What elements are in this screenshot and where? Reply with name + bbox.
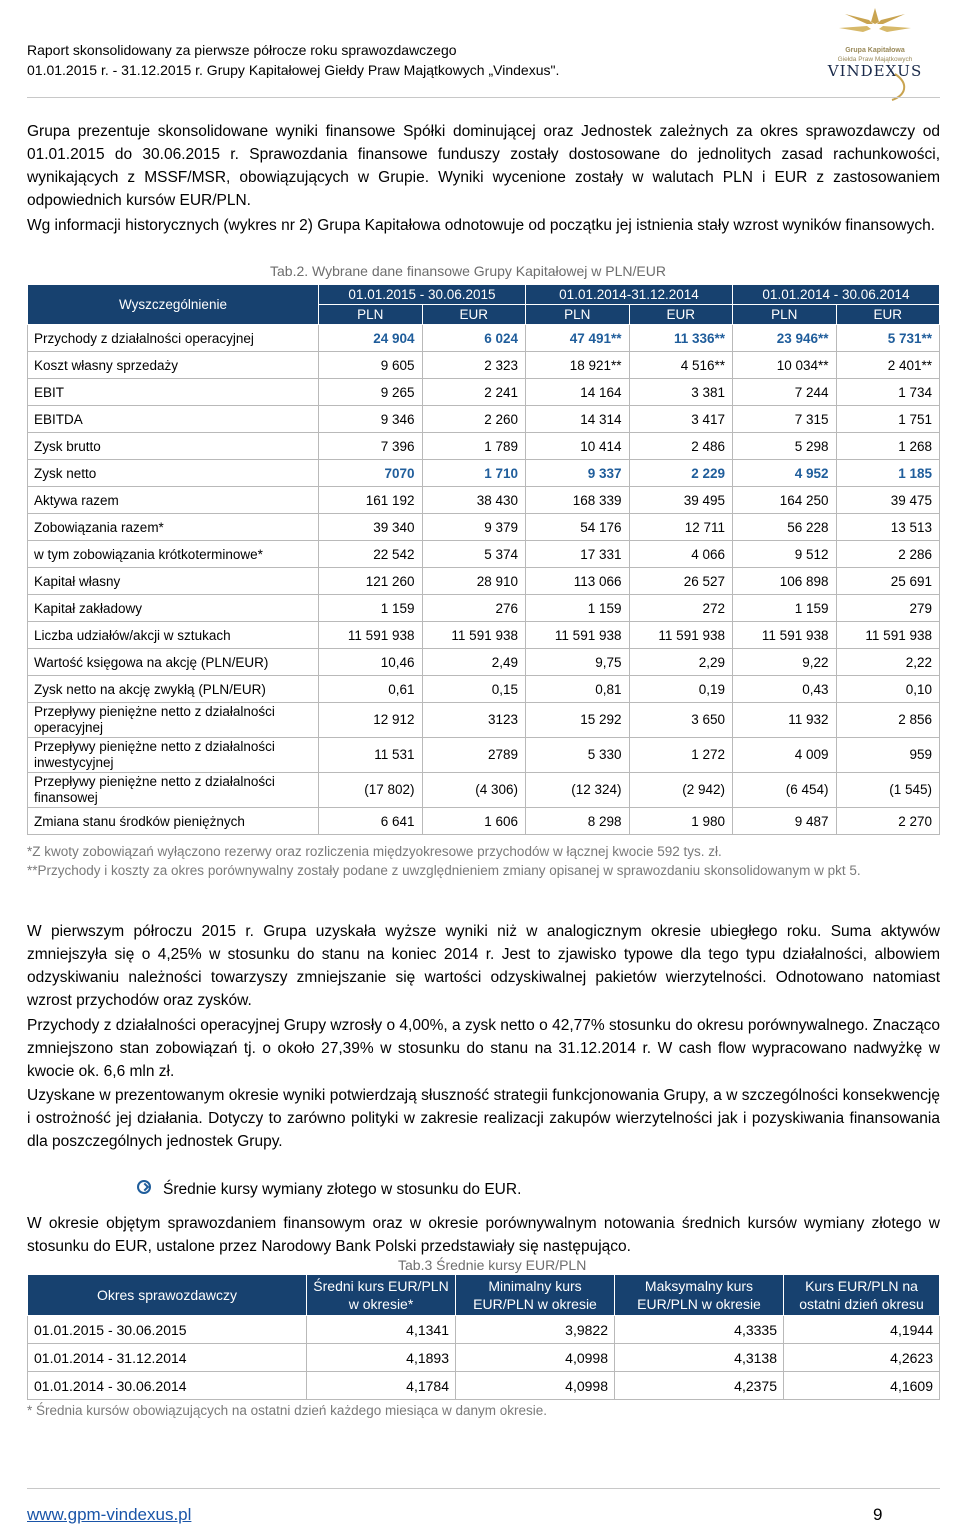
cell-value: 10,46 xyxy=(319,649,423,676)
table-row xyxy=(28,676,940,703)
rate-cell: 4,1341 xyxy=(307,1316,456,1344)
intro-paragraph-2: Wg informacji historycznych (wykres nr 2) Grupa Kapitałowa odnotowuje od początku jej istnienia stały wzrost wyników finansowych. xyxy=(27,217,935,234)
cell-value: 11 591 938 xyxy=(836,622,940,649)
cell-value: 3 417 xyxy=(629,406,733,433)
cell-value: 1 185 xyxy=(836,460,940,487)
table1-note-2: **Przychody i koszty za okres porównywalny zostały podane z uwzględnieniem zmiany opisanej w sprawozdaniu skonsolidowanym w pkt 5. xyxy=(27,863,861,878)
cell-value: 11 591 938 xyxy=(629,622,733,649)
row-label: Wartość księgowa na akcję (PLN/EUR) xyxy=(28,649,319,676)
logo-line-1: Grupa Kapitałowa xyxy=(845,47,905,54)
table1-caption: Tab.2. Wybrane dane finansowe Grupy Kapitałowej w PLN/EUR xyxy=(270,263,666,279)
table-row xyxy=(28,1372,940,1400)
row-label: Kapitał własny xyxy=(28,568,319,595)
arrow-circle-icon xyxy=(137,1180,151,1194)
cell-value: 5 330 xyxy=(526,738,630,773)
financial-data-table xyxy=(27,284,940,835)
cell-value: 39 340 xyxy=(319,514,423,541)
cell-value: 2,29 xyxy=(629,649,733,676)
cell-value: 168 339 xyxy=(526,487,630,514)
footer-divider xyxy=(27,1488,940,1489)
cell-value: 121 260 xyxy=(319,568,423,595)
cell-value: 9 512 xyxy=(733,541,837,568)
rate-cell: 4,1784 xyxy=(307,1372,456,1400)
cell-value: 9 265 xyxy=(319,379,423,406)
header-title: Raport skonsolidowany za pierwsze półrocze roku sprawozdawczego xyxy=(27,42,457,58)
row-label: Przepływy pieniężne netto z działalności inwestycyjnej xyxy=(28,738,319,773)
cell-value: 4 952 xyxy=(733,460,837,487)
period-header-1: 01.01.2015 - 30.06.2015 xyxy=(319,285,526,305)
cell-value: 26 527 xyxy=(629,568,733,595)
cell-value: 0,43 xyxy=(733,676,837,703)
cell-value: 1 159 xyxy=(319,595,423,622)
table-row xyxy=(28,460,940,487)
cell-value: 12 711 xyxy=(629,514,733,541)
cell-value: 8 298 xyxy=(526,808,630,835)
table-row xyxy=(28,649,940,676)
cell-value: 1 272 xyxy=(629,738,733,773)
cell-value: 5 374 xyxy=(422,541,526,568)
cell-value: 3 650 xyxy=(629,703,733,738)
cell-value: 3 381 xyxy=(629,379,733,406)
cell-value: 2 856 xyxy=(836,703,940,738)
cell-value: 1 751 xyxy=(836,406,940,433)
vindexus-logo xyxy=(800,6,950,101)
cell-value: 28 910 xyxy=(422,568,526,595)
cell-value: 6 641 xyxy=(319,808,423,835)
cell-value: 2,49 xyxy=(422,649,526,676)
cell-value: 7070 xyxy=(319,460,423,487)
table-row xyxy=(28,1316,940,1344)
row-label: Liczba udziałów/akcji w sztukach xyxy=(28,622,319,649)
cell-value: (12 324) xyxy=(526,773,630,808)
table-row xyxy=(28,595,940,622)
table-row xyxy=(28,1344,940,1372)
period-cell: 01.01.2014 - 31.12.2014 xyxy=(28,1344,307,1372)
summary-paragraph-1: W pierwszym półroczu 2015 r. Grupa uzyskała wyższe wyniki niż w analogicznym okresie ubiegłego roku. Suma aktywów zmniejszyła się o 4,25% w stosunku do stanu na koniec 2014 r. Jest to zjawisko typowe dla tego typu działalności, albowiem odzyskiwaniu należności towarzyszy zmniejszanie się wartości odzyskiwalnej pakietów wierzytelności. Odnotowano natomiast wzrost przychodów oraz zysków. xyxy=(27,923,940,1009)
page-number: 9 xyxy=(873,1505,883,1524)
cell-value: 11 932 xyxy=(733,703,837,738)
cell-value: 5 298 xyxy=(733,433,837,460)
cell-value: 106 898 xyxy=(733,568,837,595)
website-link[interactable]: www.gpm-vindexus.pl xyxy=(27,1505,192,1524)
table-row xyxy=(28,738,940,773)
table-row xyxy=(28,568,940,595)
summary-paragraph-3: Uzyskane w prezentowanym okresie wyniki potwierdzają słuszność strategii funkcjonowania Grupy, a w szczególności konsekwencję i ostrożność jej działania. Dotyczy to zarówno polityki w zakresie realizacji zakupów wierzytelności jak i pozyskiwania finansowania dla poszczególnych jednostek Grupy. xyxy=(27,1087,940,1150)
table-row xyxy=(28,325,940,352)
cell-value: 39 475 xyxy=(836,487,940,514)
rate-cell: 4,1944 xyxy=(784,1316,940,1344)
row-label: Zysk netto xyxy=(28,460,319,487)
row-label: Koszt własny sprzedaży xyxy=(28,352,319,379)
cell-value: 279 xyxy=(836,595,940,622)
rate-cell: 4,2375 xyxy=(615,1372,784,1400)
cell-value: 56 228 xyxy=(733,514,837,541)
cell-value: 6 024 xyxy=(422,325,526,352)
currency-header: EUR xyxy=(836,305,940,325)
cell-value: 2,22 xyxy=(836,649,940,676)
cell-value: 0,10 xyxy=(836,676,940,703)
period-cell: 01.01.2014 - 30.06.2014 xyxy=(28,1372,307,1400)
cell-value: 24 904 xyxy=(319,325,423,352)
cell-value: 9 487 xyxy=(733,808,837,835)
table2-caption: Tab.3 Średnie kursy EUR/PLN xyxy=(398,1257,587,1273)
rates-header: Maksymalny kurs EUR/PLN w okresie xyxy=(615,1275,784,1316)
cell-value: 25 691 xyxy=(836,568,940,595)
table-row xyxy=(28,541,940,568)
cell-value: 5 731** xyxy=(836,325,940,352)
row-label: Zobowiązania razem* xyxy=(28,514,319,541)
header-divider xyxy=(27,97,940,98)
row-label: Przepływy pieniężne netto z działalności operacyjnej xyxy=(28,703,319,738)
cell-value: 10 034** xyxy=(733,352,837,379)
cell-value: 1 159 xyxy=(526,595,630,622)
currency-header: EUR xyxy=(422,305,526,325)
table-row xyxy=(28,703,940,738)
row-label: EBIT xyxy=(28,379,319,406)
cell-value: (1 545) xyxy=(836,773,940,808)
cell-value: 9 605 xyxy=(319,352,423,379)
cell-value: 14 314 xyxy=(526,406,630,433)
cell-value: 9,75 xyxy=(526,649,630,676)
rate-cell: 4,0998 xyxy=(456,1344,615,1372)
cell-value: 959 xyxy=(836,738,940,773)
row-label: Zysk netto na akcję zwykłą (PLN/EUR) xyxy=(28,676,319,703)
report-header xyxy=(27,40,787,80)
cell-value: 9 337 xyxy=(526,460,630,487)
cell-value: 7 315 xyxy=(733,406,837,433)
table-row xyxy=(28,514,940,541)
row-label: Kapitał zakładowy xyxy=(28,595,319,622)
cell-value: 13 513 xyxy=(836,514,940,541)
exchange-rates-table xyxy=(27,1274,940,1400)
cell-value: 9 346 xyxy=(319,406,423,433)
cell-value: 1 710 xyxy=(422,460,526,487)
cell-value: 17 331 xyxy=(526,541,630,568)
cell-value: 4 009 xyxy=(733,738,837,773)
table-row xyxy=(28,487,940,514)
cell-value: 2 486 xyxy=(629,433,733,460)
currency-header: PLN xyxy=(526,305,630,325)
cell-value: 0,61 xyxy=(319,676,423,703)
cell-value: 15 292 xyxy=(526,703,630,738)
cell-value: 2 270 xyxy=(836,808,940,835)
cell-value: 11 591 938 xyxy=(422,622,526,649)
section-paragraph: W okresie objętym sprawozdaniem finansowym oraz w okresie porównywalnym notowania średnich kursów wymiany złotego w stosunku do EUR, ustalone przez Narodowy Bank Polski przedstawiały się następująco. xyxy=(27,1215,940,1255)
cell-value: 18 921** xyxy=(526,352,630,379)
rates-header: Minimalny kurs EUR/PLN w okresie xyxy=(456,1275,615,1316)
rate-cell: 4,3138 xyxy=(615,1344,784,1372)
cell-value: 39 495 xyxy=(629,487,733,514)
cell-value: 54 176 xyxy=(526,514,630,541)
cell-value: 272 xyxy=(629,595,733,622)
cell-value: 4 066 xyxy=(629,541,733,568)
cell-value: 22 542 xyxy=(319,541,423,568)
cell-value: 1 980 xyxy=(629,808,733,835)
cell-value: 1 268 xyxy=(836,433,940,460)
cell-value: 2 229 xyxy=(629,460,733,487)
header-description: Wyszczególnienie xyxy=(28,285,319,325)
table-row xyxy=(28,808,940,835)
cell-value: 11 591 938 xyxy=(319,622,423,649)
row-label: Zmiana stanu środków pieniężnych xyxy=(28,808,319,835)
row-label: w tym zobowiązania krótkoterminowe* xyxy=(28,541,319,568)
row-label: Aktywa razem xyxy=(28,487,319,514)
cell-value: 7 396 xyxy=(319,433,423,460)
cell-value: 1 734 xyxy=(836,379,940,406)
cell-value: (17 802) xyxy=(319,773,423,808)
table-row xyxy=(28,622,940,649)
currency-header: EUR xyxy=(629,305,733,325)
table-row xyxy=(28,433,940,460)
cell-value: 38 430 xyxy=(422,487,526,514)
rate-cell: 4,2623 xyxy=(784,1344,940,1372)
cell-value: 10 414 xyxy=(526,433,630,460)
cell-value: 9 379 xyxy=(422,514,526,541)
currency-header: PLN xyxy=(319,305,423,325)
cell-value: 2 260 xyxy=(422,406,526,433)
cell-value: 0,81 xyxy=(526,676,630,703)
table2-note: * Średnia kursów obowiązujących na ostatni dzień każdego miesiąca w danym okresie. xyxy=(27,1403,548,1418)
cell-value: (4 306) xyxy=(422,773,526,808)
cell-value: 164 250 xyxy=(733,487,837,514)
cell-value: 7 244 xyxy=(733,379,837,406)
logo-line-2: Giełda Praw Majątkowych xyxy=(837,56,913,63)
cell-value: 276 xyxy=(422,595,526,622)
cell-value: 12 912 xyxy=(319,703,423,738)
table-row xyxy=(28,406,940,433)
table-row xyxy=(28,379,940,406)
currency-header: PLN xyxy=(733,305,837,325)
cell-value: (2 942) xyxy=(629,773,733,808)
cell-value: 2789 xyxy=(422,738,526,773)
table1-note-1: *Z kwoty zobowiązań wyłączono rezerwy oraz rozliczenia międzyokresowe przychodów w łącznej kwocie 592 tys. zł. xyxy=(27,844,722,859)
cell-value: 23 946** xyxy=(733,325,837,352)
cell-value: 0,19 xyxy=(629,676,733,703)
cell-value: 11 531 xyxy=(319,738,423,773)
section-heading: Średnie kursy wymiany złotego w stosunku do EUR. xyxy=(163,1181,522,1198)
cell-value: 11 336** xyxy=(629,325,733,352)
rate-cell: 4,3335 xyxy=(615,1316,784,1344)
cell-value: 2 286 xyxy=(836,541,940,568)
row-label: Przepływy pieniężne netto z działalności finansowej xyxy=(28,773,319,808)
period-header-3: 01.01.2014 - 30.06.2014 xyxy=(733,285,940,305)
summary-paragraph-2: Przychody z działalności operacyjnej Grupy wzrosły o 4,00%, a zysk netto o 42,77% stosunku do okresu porównywalnego. Znacząco zmniejszono stan zobowiązań tj. o około 27,39% w stosunku do stanu na 31.12.2014 r. W cash flow wypracowano nadwyżkę w kwocie ok. 6,6 mln zł. xyxy=(27,1017,940,1080)
cell-value: (6 454) xyxy=(733,773,837,808)
rates-header: Kurs EUR/PLN na ostatni dzień okresu xyxy=(784,1275,940,1316)
cell-value: 0,15 xyxy=(422,676,526,703)
intro-paragraph-1: Grupa prezentuje skonsolidowane wyniki finansowe Spółki dominującej oraz Jednostek zależnych za okres sprawozdawczy od 01.01.2015 do 30.06.2015 r. Sprawozdania finansowe funduszy zostały dostosowane do jednolitych zasad rachunkowości, wynikających z MSSF/MSR, obowiązujących w Grupie. Wyniki wycenione zostały w walutach PLN i EUR z zastosowaniem odpowiednich kursów EUR/PLN. xyxy=(27,123,940,209)
cell-value: 1 606 xyxy=(422,808,526,835)
period-header-2: 01.01.2014-31.12.2014 xyxy=(526,285,733,305)
rates-header: Średni kurs EUR/PLN w okresie* xyxy=(307,1275,456,1316)
rate-cell: 3,9822 xyxy=(456,1316,615,1344)
cell-value: 1 789 xyxy=(422,433,526,460)
cell-value: 1 159 xyxy=(733,595,837,622)
cell-value: 9,22 xyxy=(733,649,837,676)
cell-value: 4 516** xyxy=(629,352,733,379)
cell-value: 2 323 xyxy=(422,352,526,379)
row-label: EBITDA xyxy=(28,406,319,433)
cell-value: 2 401** xyxy=(836,352,940,379)
rate-cell: 4,0998 xyxy=(456,1372,615,1400)
rate-cell: 4,1893 xyxy=(307,1344,456,1372)
row-label: Zysk brutto xyxy=(28,433,319,460)
period-cell: 01.01.2015 - 30.06.2015 xyxy=(28,1316,307,1344)
logo-word: VINDEXUS xyxy=(827,62,923,80)
table-row xyxy=(28,773,940,808)
row-label: Przychody z działalności operacyjnej xyxy=(28,325,319,352)
cell-value: 3123 xyxy=(422,703,526,738)
rates-header: Okres sprawozdawczy xyxy=(28,1275,307,1316)
cell-value: 47 491** xyxy=(526,325,630,352)
cell-value: 113 066 xyxy=(526,568,630,595)
cell-value: 161 192 xyxy=(319,487,423,514)
table-row xyxy=(28,352,940,379)
cell-value: 14 164 xyxy=(526,379,630,406)
cell-value: 2 241 xyxy=(422,379,526,406)
header-subtitle: 01.01.2015 r. - 31.12.2015 r. Grupy Kapitałowej Giełdy Praw Majątkowych „Vindexus". xyxy=(27,62,560,78)
cell-value: 11 591 938 xyxy=(733,622,837,649)
cell-value: 11 591 938 xyxy=(526,622,630,649)
rate-cell: 4,1609 xyxy=(784,1372,940,1400)
